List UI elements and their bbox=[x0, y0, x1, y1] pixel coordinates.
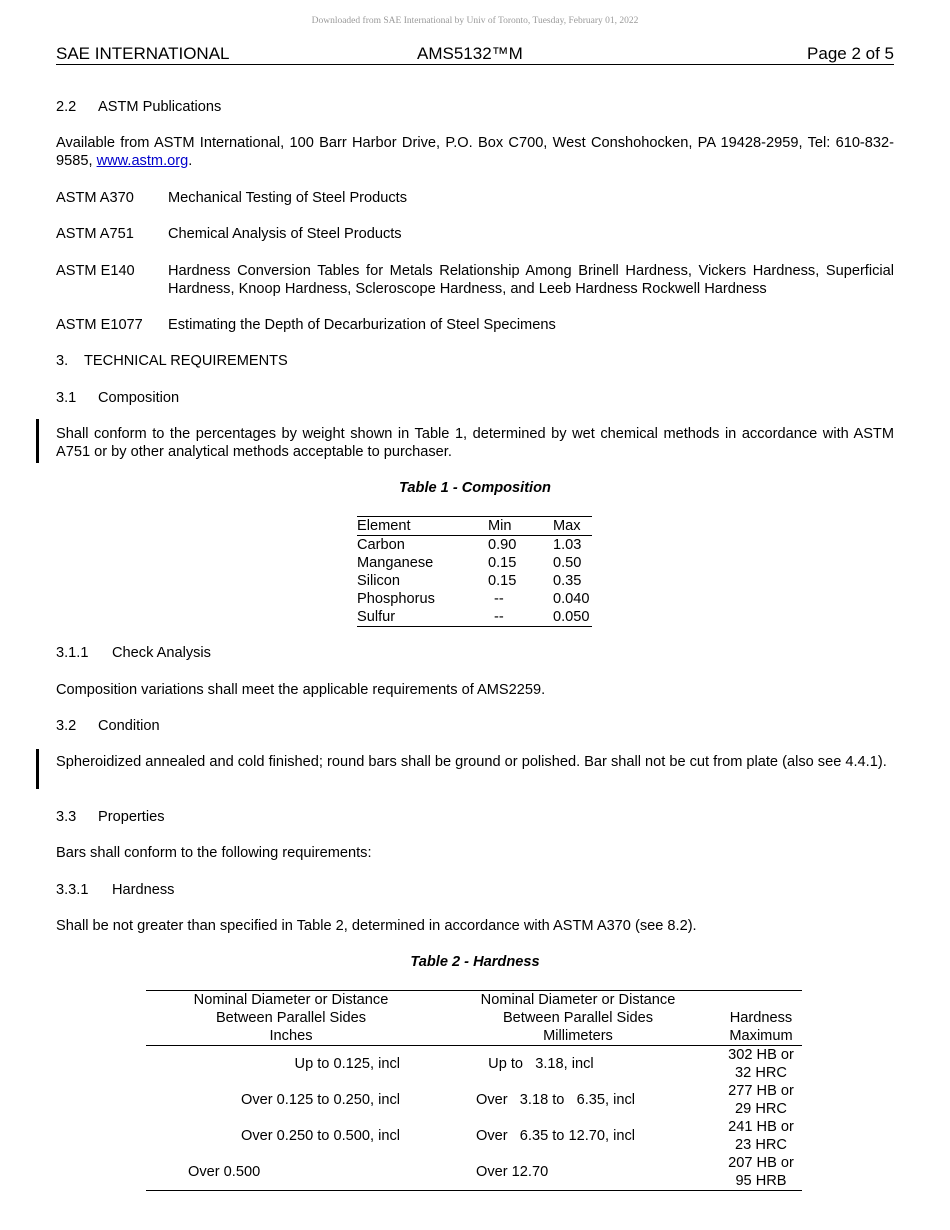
column-header: Min bbox=[488, 517, 553, 536]
page-header bbox=[56, 44, 894, 65]
section-3-heading: 3. TECHNICAL REQUIREMENTS bbox=[56, 353, 288, 369]
table-header-row bbox=[146, 991, 802, 1046]
reference-astm-a751: ASTM A751 Chemical Analysis of Steel Products bbox=[56, 226, 402, 242]
reference-astm-e1077: ASTM E1077 Estimating the Depth of Decarburization of Steel Specimens bbox=[56, 317, 556, 333]
table-row: Over 0.500 Over 12.70 207 HB or 95 HRB bbox=[188, 1155, 794, 1189]
section-2-2-heading: 2.2 ASTM Publications bbox=[56, 99, 222, 115]
table-header-row bbox=[357, 517, 592, 536]
table-row: Manganese 0.15 0.50 bbox=[357, 555, 582, 571]
table-row: Carbon 0.90 1.03 bbox=[357, 537, 582, 553]
reference-astm-a370: ASTM A370 Mechanical Testing of Steel Products bbox=[56, 190, 408, 206]
section-2-2-paragraph: Available from ASTM International, 100 Barr Harbor Drive, P.O. Box C700, West Conshohocken, PA 19428-2959, Tel: 610-832-9585, www.astm.org. bbox=[56, 135, 894, 169]
header-doc-number: AMS5132™M bbox=[417, 44, 523, 63]
section-3-2-paragraph: Spheroidized annealed and cold finished; round bars shall be ground or polished. Bar shall not be cut from plate (also see 4.4.1). bbox=[56, 754, 887, 770]
section-3-1-heading: 3.1 Composition bbox=[56, 390, 180, 406]
section-3-2-heading: 3.2 Condition bbox=[56, 718, 160, 734]
section-3-1-1-heading: 3.1.1 Check Analysis bbox=[56, 645, 211, 661]
column-header-millimeters: Nominal Diameter or Distance Between Parallel Sides Millimeters bbox=[436, 991, 720, 1046]
header-page-number: Page 2 of 5 bbox=[807, 44, 894, 63]
column-header: Element bbox=[357, 517, 488, 536]
table-1-caption: Table 1 - Composition bbox=[399, 480, 551, 496]
revision-change-bar bbox=[36, 749, 39, 789]
section-3-1-paragraph: Shall conform to the percentages by weight shown in Table 1, determined by wet chemical methods in accordance with ASTM A751 or by other analytical methods acceptable to purchaser. bbox=[56, 426, 894, 460]
hardness-table bbox=[146, 990, 802, 1191]
header-org: SAE INTERNATIONAL bbox=[56, 44, 230, 63]
table-2-caption: Table 2 - Hardness bbox=[410, 954, 540, 970]
table-row: Sulfur -- 0.050 bbox=[357, 609, 590, 625]
astm-link[interactable]: www.astm.org bbox=[96, 153, 189, 169]
table-row: Over 0.125 to 0.250, incl Over 3.18 to 6.35, incl 277 HB or 29 HRC bbox=[240, 1083, 794, 1117]
column-header: Max bbox=[553, 517, 592, 536]
table-row: Up to 0.125, incl Up to 3.18, incl 302 HB or 32 HRC bbox=[294, 1047, 794, 1081]
download-notice: Downloaded from SAE International by Univ of Toronto, Tuesday, February 01, 2022 bbox=[311, 16, 639, 26]
table-row: Silicon 0.15 0.35 bbox=[357, 573, 582, 589]
section-3-1-1-paragraph: Composition variations shall meet the applicable requirements of AMS2259. bbox=[56, 682, 546, 698]
reference-astm-e140: ASTM E140 Hardness Conversion Tables for Metals Relationship Among Brinell Hardness, Vickers Hardness, Superficial Hardness, Knoop Hardness, Scleroscope Hardness, and Leeb Hardness Rockwell Hardness bbox=[56, 263, 894, 297]
section-3-3-1-paragraph: Shall be not greater than specified in Table 2, determined in accordance with ASTM A370 (see 8.2). bbox=[56, 918, 697, 934]
table-row: Phosphorus -- 0.040 bbox=[357, 591, 590, 607]
section-3-3-1-heading: 3.3.1 Hardness bbox=[56, 882, 175, 898]
column-header-inches: Nominal Diameter or Distance Between Parallel Sides Inches bbox=[146, 991, 436, 1046]
column-header-hardness: Hardness Maximum bbox=[720, 991, 802, 1046]
section-3-3-paragraph: Bars shall conform to the following requirements: bbox=[56, 845, 372, 861]
table-row: Over 0.250 to 0.500, incl Over 6.35 to 12.70, incl 241 HB or 23 HRC bbox=[240, 1119, 794, 1153]
revision-change-bar bbox=[36, 419, 39, 463]
section-3-3-heading: 3.3 Properties bbox=[56, 809, 165, 825]
composition-table bbox=[357, 516, 592, 627]
